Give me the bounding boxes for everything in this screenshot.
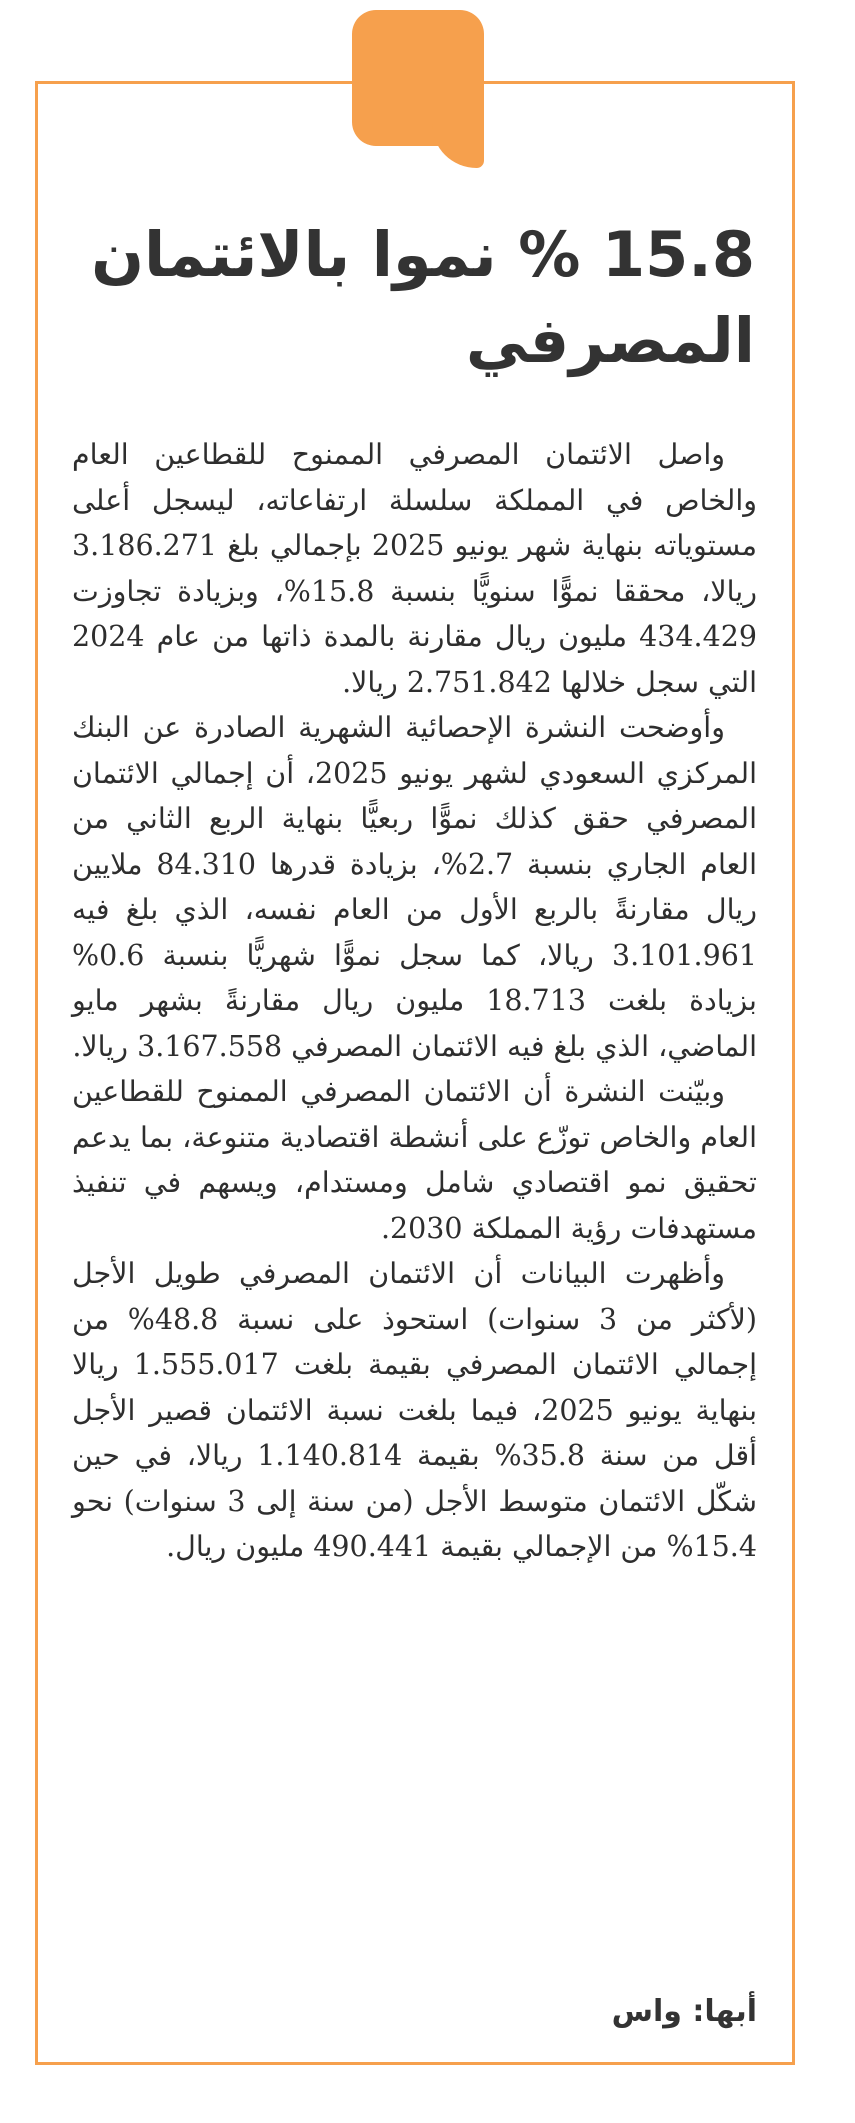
article-paragraph: وأوضحت النشرة الإحصائية الشهرية الصادرة عن البنك المركزي السعودي لشهر يونيو 2025، أن إجمالي الائتمان المصرفي حقق كذلك نموًّا ربعيًّا بنهاية الربع الثاني من العام الجاري بنسبة 2.7%، بزيادة قدرها 84.310 ملايين ريال مقارنةً بالربع الأول من العام نفسه، الذي بلغ فيه 3.101.961 ريالا، كما سجل نموًّا شهريًّا بنسبة 0.6% بزيادة بلغت 18.713 مليون ريال مقارنةً بشهر مايو الماضي، الذي بلغ فيه الائتمان المصرفي 3.167.558 ريالا. [72, 711, 757, 1063]
article-paragraph: واصل الائتمان المصرفي الممنوح للقطاعين العام والخاص في المملكة سلسلة ارتفاعاته، ليسجل أعلى مستوياته بنهاية شهر يونيو 2025 بإجمالي بلغ 3.186.271 ريالا، محققا نموًّا سنويًّا بنسبة 15.8%، وبزيادة تجاوزت 434.429 مليون ريال مقارنة بالمدة ذاتها من عام 2024 التي سجل خلالها 2.751.842 ريالا. [72, 438, 758, 699]
article-paragraph: وأظهرت البيانات أن الائتمان المصرفي طويل الأجل (لأكثر من 3 سنوات) استحوذ على نسبة 48.8% من إجمالي الائتمان المصرفي بقيمة بلغت 1.555.017 ريالا بنهاية يونيو 2025، فيما بلغت نسبة الائتمان قصير الأجل أقل من سنة 35.8% بقيمة 1.140.814 ريالا، في حين شكّل الائتمان متوسط الأجل (من سنة إلى 3 سنوات) نحو 15.4% من الإجمالي بقيمة 490.441 مليون ريال. [72, 1257, 758, 1563]
article-headline: 15.8 % نموا بالائتمان المصرفي [91, 218, 755, 377]
article-body [72, 432, 757, 1570]
article-paragraph: وبيّنت النشرة أن الائتمان المصرفي الممنوح للقطاعين العام والخاص توزّع على أنشطة اقتصادية متنوعة، بما يدعم تحقيق نمو اقتصادي شامل ومستدام، ويسهم في تنفيذ مستهدفات رؤية المملكة 2030. [72, 1075, 757, 1245]
article-byline: أبها: واس [611, 1994, 757, 2029]
